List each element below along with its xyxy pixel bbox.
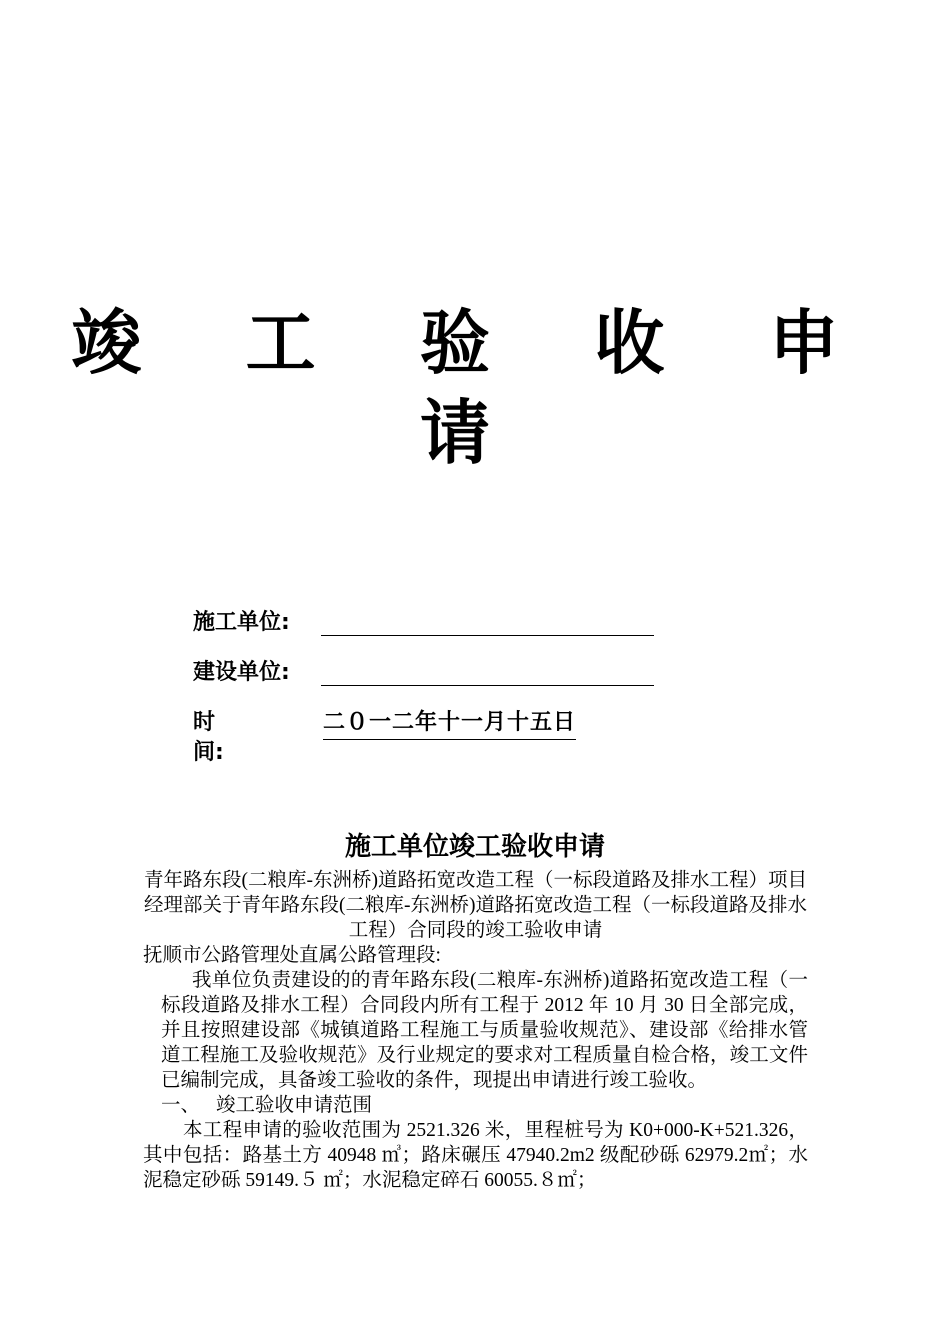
application-subject: 青年路东段(二粮库-东洲桥)道路拓宽改造工程（一标段道路及排水工程）项目经理部关于青年路东段(二粮库-东洲桥)道路拓宽改造工程（一标段道路及排水工程）合同段的竣工验收申请 (144, 870, 807, 941)
time-label-part2: 间: (193, 740, 224, 765)
time-value: 二０一二年十一月十五日 (323, 708, 576, 740)
cover-title: 竣 工 验 收 申 请 (71, 301, 879, 474)
contractor-field (193, 608, 290, 638)
builder-blank-line (321, 685, 654, 686)
section-number: 一、 (161, 1095, 201, 1116)
section-heading-scope (143, 1093, 808, 1118)
contractor-blank-line (321, 635, 654, 636)
time-label (193, 708, 293, 768)
builder-label: 建设单位: (193, 660, 290, 685)
application-body (143, 868, 808, 1193)
time-field (193, 708, 577, 768)
time-label-part1: 时 (193, 710, 216, 735)
application-title: 施工单位竣工验收申请 (344, 832, 605, 862)
paragraph-completion: 我单位负责建设的的青年路东段(二粮库-东洲桥)道路拓宽改造工程（一标段道路及排水工程）合同段内所有工程于 2012 年 10 月 30 日全部完成，并且按照建设部《城镇道路工程施工与质量验收规范》、建设部《给排水管道工程施工及验收规范》及行业规定的要求对工程质量自检合格，竣工文件已编制完成，具备竣工验收的条件，现提出申请进行竣工验收。 (161, 970, 808, 1091)
contractor-label: 施工单位: (193, 610, 290, 635)
section-heading-text: 竣工验收申请范围 (216, 1095, 373, 1116)
addressee: 抚顺市公路管理处直属公路管理段: (143, 945, 441, 966)
paragraph-scope: 本工程申请的验收范围为 2521.326 米，里程桩号为 K0+000-K+521.326，其中包括：路基土方 40948 ㎥；路床碾压 47940.2m2 级配砂砾 62979.2㎡；水泥稳定砂砾 59149.５ ㎡；水泥稳定碎石 60055.８㎡； (143, 1120, 808, 1191)
builder-field (193, 658, 290, 688)
